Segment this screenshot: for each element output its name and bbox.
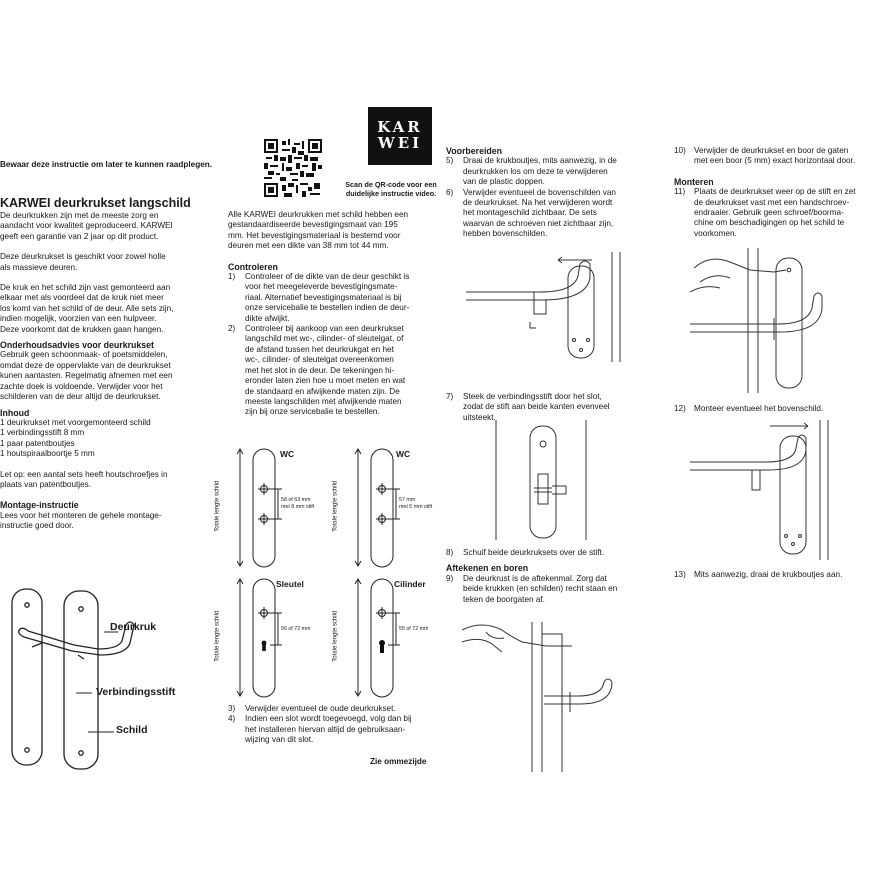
pin-steps <box>446 392 656 423</box>
step-number: 5) <box>446 156 454 166</box>
text-line: Verwijder eventueel de oude deurkrukset. <box>245 704 396 713</box>
contents-list <box>0 418 222 460</box>
text-line: Gebruik geen schoonmaak- of poetsmiddelen, <box>0 350 168 360</box>
text-line: indien mogelijk, voorzien van een hulpveer. <box>0 314 157 324</box>
step-4 <box>228 714 443 745</box>
mount-steps <box>674 187 880 239</box>
text-line: zodat de stift aan beide kanten evenveel <box>463 402 610 412</box>
column-prepare <box>446 146 656 240</box>
diagram-measure <box>399 626 428 633</box>
text-line: met een boor (5 mm) exact horizontaal door. <box>694 156 856 166</box>
text-line: los komt van het schild of de deur. Alle sets zijn, <box>0 303 174 313</box>
illustration-mount-cover <box>690 420 840 560</box>
text-line: De deurkrust is de aftekenmal. Zorg dat <box>463 573 607 583</box>
see-overleaf: Zie ommezijde <box>370 757 427 766</box>
mounting-paragraph <box>0 283 222 335</box>
front-plate <box>64 591 98 769</box>
column-pin <box>446 392 656 423</box>
text-line: geeft een garantie van 2 jaar op dit product. <box>0 231 159 241</box>
text-line: zachte doek is voldoende. Verwijder voor het <box>0 381 163 391</box>
logo-line: WEI <box>377 134 423 152</box>
text-line: hebben bovenschilden. <box>463 229 548 239</box>
prepare-steps <box>446 156 656 239</box>
diagram-measure <box>281 626 310 633</box>
text-line: de afstand tussen het deurkrukgat en het <box>245 344 394 354</box>
diagram-measure <box>399 497 432 510</box>
list-item: 1 paar patentboutjes <box>0 438 75 448</box>
column-intro <box>0 196 222 532</box>
measure-line: met 5 mm stift <box>399 503 433 510</box>
step-7 <box>446 392 656 423</box>
column-drill <box>674 146 880 239</box>
text-line: gestandaardiseerde bevestigingsmaat van 195 <box>228 220 398 230</box>
step-12 <box>674 404 880 414</box>
diagram-wc-1 <box>214 445 330 570</box>
diagram-title: Sleutel <box>276 579 304 589</box>
text-line: teken de boorgaten af. <box>463 594 545 604</box>
step-6 <box>446 188 656 240</box>
step-1 <box>228 272 443 324</box>
text-line: riaal. Alternatief bevestigingsmateriaal is bij <box>245 292 402 302</box>
measure-line: 57 mm <box>399 497 416 503</box>
note-paragraph <box>0 470 222 491</box>
text-line: deurkrukken los om deze te verwijderen <box>463 166 608 176</box>
text-line: de deurkrukset vast met een handschroev- <box>694 197 850 207</box>
step-number: 7) <box>446 392 454 401</box>
text-line: waarvan de schroeven niet zichtbaar zijn, <box>463 218 614 228</box>
text-line: Mits aanwezig, draai de krukboutjes aan. <box>694 570 843 579</box>
text-line: van de plastic doppen. <box>463 177 545 187</box>
check-steps <box>228 272 443 418</box>
text-line: dikte afwijkt. <box>245 313 290 323</box>
column-check-steps-2 <box>228 704 443 746</box>
measure-line: met 8 mm stift <box>281 503 315 510</box>
qr-caption-line: Scan de QR-code voor een <box>345 180 437 189</box>
removal-steps <box>228 704 443 746</box>
step-10 <box>674 146 880 167</box>
text-line: Indien een slot wordt toegevoegd, volg dan bij <box>245 714 412 724</box>
list-item: 1 houtspiraalboortje 5 mm <box>0 449 95 459</box>
text-line: onze servicebalie te bestellen indien de deur- <box>245 303 410 313</box>
text-line: als massieve deuren. <box>0 262 78 272</box>
side-label: Totale lengte schild <box>214 480 221 532</box>
label-verbindingsstift: Verbindingsstift <box>96 686 176 698</box>
step-13 <box>674 570 880 580</box>
text-line: wijzing van dit slot. <box>245 735 314 745</box>
karwei-logo <box>368 107 432 165</box>
diagram-title: WC <box>396 449 411 459</box>
qr-caption-line: duidelijke instructie video. <box>345 189 437 198</box>
text-line: instructie goed door. <box>0 521 74 531</box>
column-slide <box>446 548 656 605</box>
text-line: Monteer eventueel het bovenschild. <box>694 404 824 413</box>
maintenance-heading: Onderhoudsadvies voor deurkrukset <box>0 340 154 351</box>
text-line: elkaar met als voordeel dat de kruk niet meer <box>0 293 164 303</box>
step-number: 2) <box>228 324 236 334</box>
step-2 <box>228 324 443 418</box>
text-line: Controleer of de dikte van de deur geschikt is <box>245 272 410 282</box>
qr-caption <box>341 180 441 198</box>
step-number: 10) <box>674 146 686 155</box>
text-line: het montageschild zichtbaar. De sets <box>463 208 597 218</box>
diagram-wc-2 <box>332 445 448 570</box>
text-line: zijn bij onze servicebalie te bestellen. <box>245 407 380 417</box>
text-line: aandacht voor kwaliteit geproduceerd. KARWEI <box>0 221 173 231</box>
text-line: het installeren hiervan altijd de gebruiksaan- <box>245 724 406 734</box>
diagram-cilinder <box>332 575 448 700</box>
illustration-mark-holes <box>462 622 642 772</box>
label-deurkruk: Deurkruk <box>110 621 157 633</box>
text-line: voorkomen. <box>694 228 737 238</box>
mount-heading: Monteren <box>674 176 714 187</box>
diagram-title: WC <box>280 449 295 459</box>
column-check <box>228 210 443 418</box>
suitability-paragraph <box>0 252 222 273</box>
illustration-insert-pin <box>494 420 594 540</box>
text-line: Plaats de deurkrukset weer op de stift en zet <box>694 187 856 197</box>
side-label: Totale lengte schild <box>214 610 221 662</box>
text-line: endraaier. Gebruik geen schroef/boorma- <box>694 208 844 218</box>
side-label: Totale lengte schild <box>332 610 339 662</box>
text-line: Lees voor het monteren de gehele montage- <box>0 510 162 520</box>
step-9 <box>446 574 656 605</box>
fitting-paragraph <box>228 210 443 252</box>
step-number: 1) <box>228 272 236 282</box>
mounting-instruction <box>0 511 222 532</box>
tighten-steps <box>674 570 880 580</box>
drill-steps <box>674 146 880 167</box>
maintenance-paragraph <box>0 350 222 402</box>
text-line: kunen aantasten. Regelmatig afnemen met een <box>0 371 173 381</box>
text-line: Steek de verbindingsstift door het slot, <box>463 392 602 401</box>
mounting-heading: Montage-instructie <box>0 500 79 511</box>
contents-heading: Inhoud <box>0 407 30 418</box>
step-3 <box>228 704 443 714</box>
text-line: eronder laten zien hoe u moet meten en wat <box>245 376 406 386</box>
illustration-screw-plate <box>690 248 840 393</box>
text-line: Alle KARWEI deurkrukken met schild hebben een <box>228 210 409 219</box>
text-line: de deurkrukset. Na het verwijderen wordt <box>463 198 613 208</box>
column-tighten <box>674 570 880 580</box>
diagram-sleutel <box>214 575 330 700</box>
column-cover <box>674 404 880 414</box>
text-line: meeste langschilden met afwijkende maten <box>245 396 402 406</box>
text-line: Deze deurkrukset is geschikt voor zowel holle <box>0 252 166 262</box>
product-title: KARWEI deurkrukset langschild <box>0 196 191 210</box>
logo-line: KAR <box>377 118 423 136</box>
step-number: 6) <box>446 187 454 197</box>
measure-line: 58 of 63 mm <box>281 497 311 503</box>
text-line: voor het meegeleverde bevestigingsmate- <box>245 282 398 292</box>
text-line: met het slot in de deur. De tekeningen hi- <box>245 365 395 375</box>
text-line: Verwijder eventueel de bovenschilden van <box>463 187 616 197</box>
list-item: 1 verbindingsstift 8 mm <box>0 428 85 438</box>
step-number: 12) <box>674 404 686 413</box>
qr-code[interactable] <box>264 139 322 197</box>
text-line: wc-, cilinder- of sleutelgat overeenkomen <box>245 355 394 365</box>
check-heading: Controleren <box>228 261 278 272</box>
list-item: 1 deurkrukset met voorgemonteerd schild <box>0 417 151 427</box>
text-line: de standaard en afwijkende maten zijn. De <box>245 386 400 396</box>
text-line: Let op: een aantal sets heeft houtschroefjes in <box>0 469 168 479</box>
step-number: 11) <box>674 187 686 197</box>
text-line: De deurkrukken zijn met de meeste zorg en <box>0 211 159 220</box>
step-number: 13) <box>674 570 686 579</box>
text-line: langschild met wc-, cilinder- of sleutelgat, of <box>245 334 404 344</box>
text-line: Schuif beide deurkruksets over de stift. <box>463 548 605 557</box>
back-plate <box>12 589 42 765</box>
mark-drill-heading: Aftekenen en boren <box>446 563 529 574</box>
text-line: Verwijder de deurkrukset en boor de gaten <box>694 146 849 155</box>
diagram-measure <box>281 497 314 510</box>
slide-steps <box>446 548 656 558</box>
text-line: uitsteekt. <box>463 412 496 422</box>
step-number: 4) <box>228 714 236 724</box>
step-number: 9) <box>446 573 454 583</box>
cover-steps <box>674 404 880 414</box>
keep-instruction-note: Bewaar deze instructie om later te kunnen raadplegen. <box>0 160 213 169</box>
diagram-title: Cilinder <box>394 579 426 589</box>
text-line: schilderen van de deur altijd de deurkrukset. <box>0 392 161 402</box>
step-5 <box>446 156 656 187</box>
text-line: omdat deze de oppervlakte van de deurkrukset <box>0 360 171 370</box>
measure-line: 55 of 72 mm <box>399 626 429 632</box>
text-line: plaats van patentboutjes. <box>0 479 92 489</box>
text-line: Controleer bij aankoop van een deurkrukset <box>245 324 404 334</box>
text-line: mm. Het bevestigingsmateriaal is bestemd voor <box>228 230 401 240</box>
text-line: Draai de krukboutjes, mits aanwezig, in de <box>463 156 617 166</box>
text-line: Deze voorkomt dat de krukken gaan hangen. <box>0 324 164 334</box>
text-line: chine om beschadigingen op het schild te <box>694 218 845 228</box>
step-number: 8) <box>446 548 454 557</box>
text-line: De kruk en het schild zijn vast gemonteerd aan <box>0 283 171 293</box>
text-line: deuren met een dikte van 38 mm tot 44 mm. <box>228 241 389 251</box>
text-line: beide krukken (en schilden) recht staan en <box>463 584 618 594</box>
step-number: 3) <box>228 704 236 713</box>
step-11 <box>674 187 880 239</box>
step-8 <box>446 548 656 558</box>
measure-line: 56 of 72 mm <box>281 626 311 632</box>
side-label: Totale lengte schild <box>332 480 339 532</box>
intro-paragraph <box>0 211 222 242</box>
label-schild: Schild <box>116 724 148 736</box>
mark-steps <box>446 574 656 605</box>
product-diagram <box>6 585 216 775</box>
prepare-heading: Voorbereiden <box>446 146 503 156</box>
illustration-remove-cover <box>462 252 632 362</box>
